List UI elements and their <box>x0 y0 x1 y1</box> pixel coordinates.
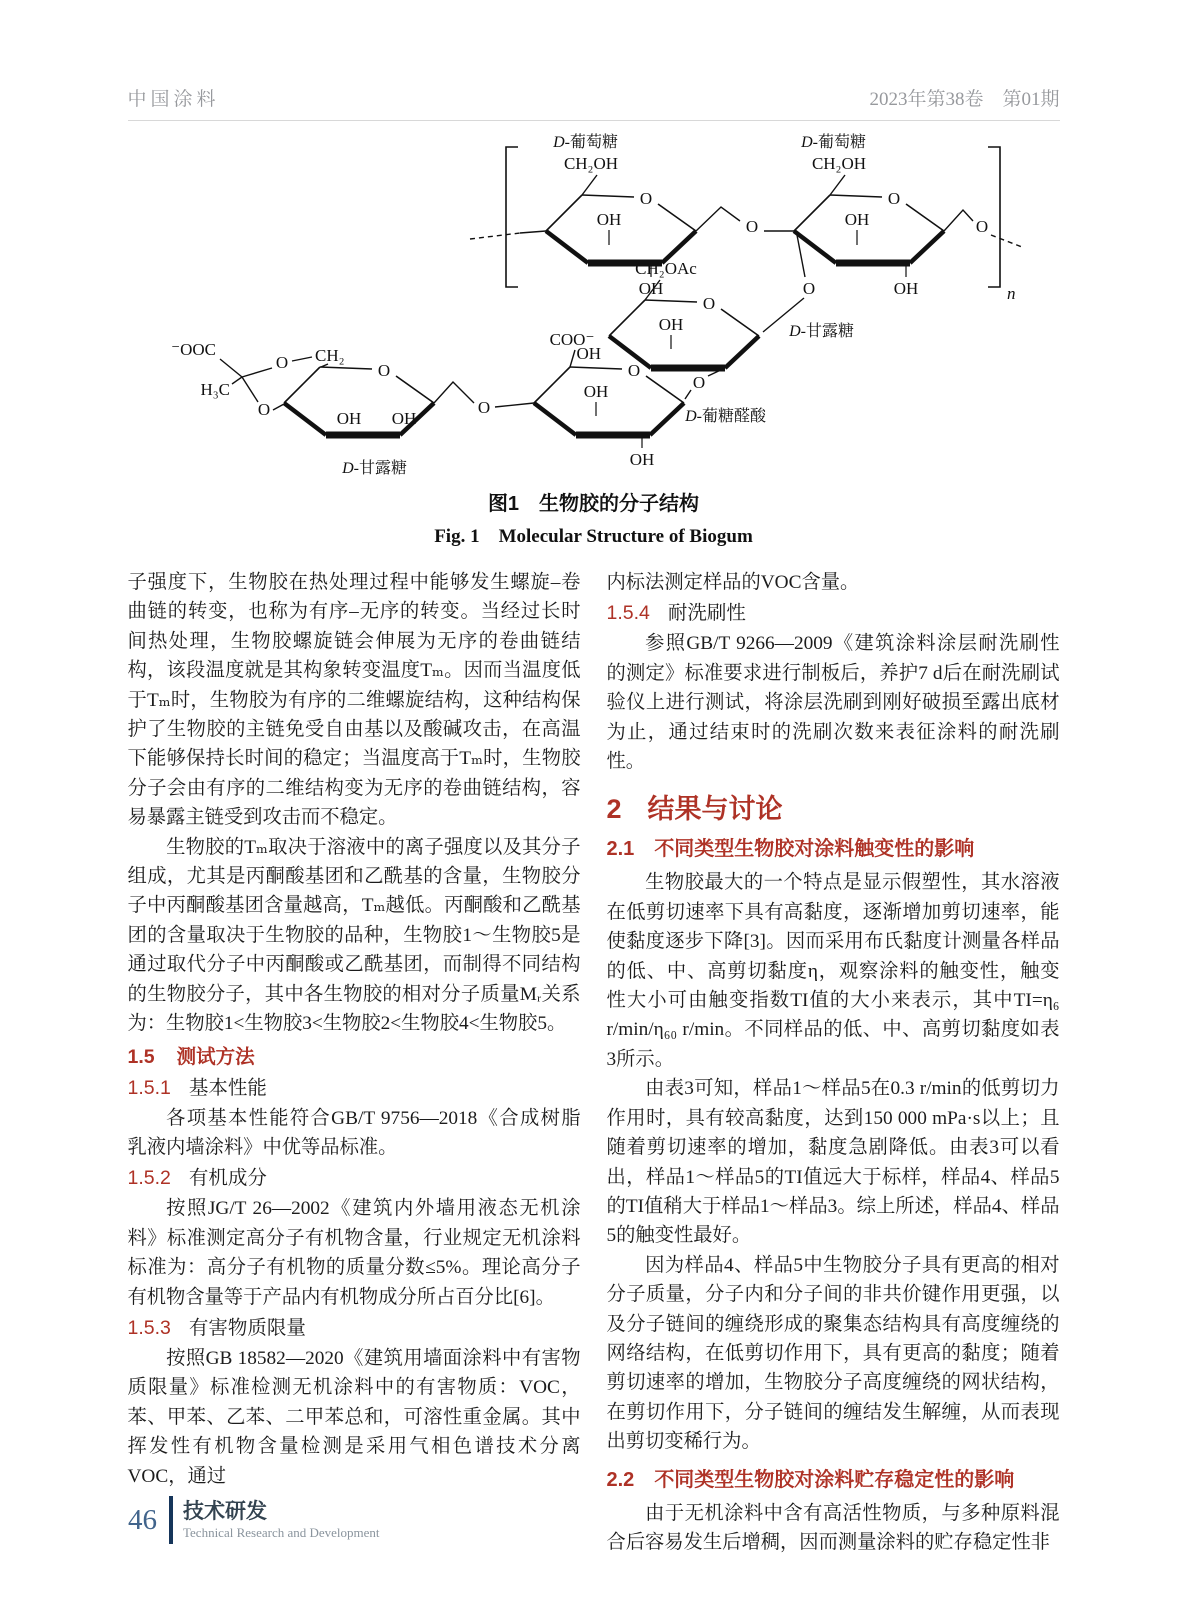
bond-bold <box>650 403 684 435</box>
paragraph: 参照GB/T 9266—2009《建筑涂料涂层耐洗刷性的测定》标准要求进行制板后，养护7 d后在耐洗刷试验仪上进行测试，将涂层洗刷到刚好破损至露出底材为止，通过结束时的洗刷次数来表征涂料的耐洗刷性。 <box>606 633 1060 773</box>
paragraph: 生物胶最大的一个特点是显示假塑性，其水溶液在低剪切速率下具有高黏度，逐渐增加剪切速率，能使黏度逐步下降[3]。因而采用布氏黏度计测量各样品的低、中、高剪切黏度η，观察涂料的触变性，触变性大小可由触变指数TI值的大小来表示，其中TI=η₆ r/min/η₆₀ r/min。不同样品的低、中、高剪切黏度如表3所示。 <box>606 872 1060 1070</box>
repeat-unit-n: n <box>1006 284 1015 303</box>
bond <box>534 367 570 403</box>
bond <box>320 367 372 369</box>
bond <box>609 300 645 336</box>
figure-caption-zh: 图1 生物胶的分子结构 <box>487 493 700 515</box>
bond <box>434 382 474 403</box>
figure-molecular-structure <box>128 131 1060 548</box>
chain-dash-right <box>991 235 1022 247</box>
bond <box>520 231 546 233</box>
heading-title: 有害物质限量 <box>188 1317 306 1339</box>
atom-label-ring-o: O <box>627 361 640 380</box>
bond <box>292 357 312 361</box>
sugar-label-d-prefix: D- <box>684 408 702 425</box>
bond-bold <box>910 231 944 263</box>
right-column <box>607 568 1060 1557</box>
page-number: 46 <box>128 1503 157 1536</box>
footer-divider-bar <box>169 1496 173 1544</box>
page <box>128 0 1060 1557</box>
bond <box>797 235 805 277</box>
right-bracket <box>988 147 1000 287</box>
atom-label-oh: OH <box>391 409 416 428</box>
sugar-label-d-prefix: D- <box>552 134 570 151</box>
paragraph: 因为样品4、样品5中生物胶分子具有更高的相对分子质量，分子内和分子间的非共价键作用更强，以及分子链间的缠绕形成的聚集态结构具有高度缠绕的网络结构，在低剪切作用下，具有更高的黏度；随着剪切速率的增加，生物胶分子高度缠绕的网状结构，在剪切作用下，分子链间的缠结发生解缠，从而表现出剪切变稀行为。 <box>606 1254 1060 1453</box>
atom-label-oh: OH <box>575 344 601 363</box>
sugar-label-glucose-1: 葡萄糖 <box>569 134 618 151</box>
heading-2-2 <box>607 1465 1060 1495</box>
bond <box>495 403 534 407</box>
sugar-label-d-prefix: D- <box>341 460 359 477</box>
sugar-label-mannose-top: 甘露糖 <box>805 323 854 340</box>
chain-dash-left <box>470 233 520 239</box>
sugar-label-glucose-2: 葡萄糖 <box>817 134 866 151</box>
atom-label-ch2: CH₂ <box>314 346 345 365</box>
atom-label-o: O <box>802 279 815 298</box>
bond <box>646 376 684 403</box>
paragraph: 子强度下，生物胶在热处理过程中能够发生螺旋–卷曲链的转变，也称为有序–无序的转变。当经过长时间热处理，生物胶螺旋链会伸展为无序的卷曲链结构，该段温度就是其构象转变温度Tₘ。因而当温度低于Tₘ时，生物胶为有序的二维螺旋结构，这种结构保护了生物胶的主链免受自由基以及酸碱攻击，在高温下能够保持长时间的稳定；当温度高于Tₘ时，生物胶分子会由有序的二维结构变为无序的卷曲链结构，容易暴露主链受到攻击而不稳定。 <box>127 572 581 829</box>
atom-label-ring-o: O <box>639 189 652 208</box>
bond-bold <box>284 403 326 435</box>
bond-bold <box>534 403 576 435</box>
bond <box>582 195 634 197</box>
atom-label-o: O <box>692 373 705 392</box>
bond <box>570 367 622 369</box>
paragraph: 由于无机涂料中含有高活性物质，与多种原料混合后容易发生后增稠，因而测量涂料的贮存稳定性非 <box>606 1502 1060 1553</box>
atom-label-oh: OH <box>583 382 608 401</box>
atom-label-o: O <box>975 217 988 236</box>
atom-label-ch2oh: CH₂OH <box>563 154 618 173</box>
sugar-label-d-prefix: D- <box>800 134 818 151</box>
atom-label-oh: OH <box>638 279 663 298</box>
heading-number: 2.2 <box>606 1468 635 1491</box>
atom-label-oh: OH <box>844 210 869 229</box>
bond <box>685 390 691 399</box>
heading-title: 有机成分 <box>188 1168 267 1190</box>
bond <box>582 175 597 195</box>
footer-section-zh: 技术研发 <box>183 1499 267 1523</box>
bond <box>944 210 973 231</box>
sugar-label-mannose-bottom: 甘露糖 <box>358 460 407 477</box>
heading-1-5-1 <box>128 1074 581 1103</box>
heading-number: 1.5.2 <box>127 1167 171 1190</box>
atom-label-o: O <box>275 353 288 372</box>
heading-number: 1.5 <box>127 1045 155 1068</box>
bond <box>794 195 830 231</box>
atom-label-h3c: H₃C <box>199 380 230 399</box>
paragraph: 按照JG/T 26—2002《建筑内外墙用液态无机涂料》标准测定高分子有机物含量，行业规定无机涂料标准为：高分子有机物的质量分数≤5%。理论高分子有机物含量等于产品内有机物成分所占百分比[6]。 <box>127 1198 581 1308</box>
issue-info: 2023年第38卷 第01期 <box>869 89 1060 110</box>
atom-label-o: O <box>745 217 758 236</box>
footer-section-en: Technical Research and Development <box>183 1524 380 1540</box>
atom-label-oh: OH <box>893 279 918 298</box>
bond <box>242 368 272 377</box>
bond <box>220 359 242 377</box>
heading-number: 1.5.4 <box>606 602 650 625</box>
atom-label-coo: COO⁻ <box>549 330 594 349</box>
figure-caption <box>128 487 1060 548</box>
heading-1-5 <box>128 1043 581 1072</box>
journal-name: 中国涂料 <box>127 89 220 110</box>
heading-title: 耐洗刷性 <box>667 603 746 625</box>
bond-bold <box>794 231 836 263</box>
bond <box>696 207 740 231</box>
bond <box>273 404 284 410</box>
heading-1-5-4 <box>607 599 1060 628</box>
atom-label-o: O <box>257 400 270 419</box>
atom-label-ch2oh: CH₂OH <box>811 154 866 173</box>
atom-label-o: O <box>477 398 490 417</box>
heading-1-5-3 <box>128 1314 581 1343</box>
paragraph: 生物胶的Tₘ取决于溶液中的离子强度以及其分子组成，尤其是丙酮酸基团和乙酰基的含量，生物胶分子中丙酮酸基团含量越高，Tₘ越低。丙酮酸和乙酰基团的含量取决于生物胶的品种，生物胶1～生物胶5是通过取代分子中丙酮酸或乙酰基团，而制得不同结构的生物胶分子，其中各生物胶的相对分子质量Mᵣ关系为：生物胶1<生物胶3<生物胶2<生物胶4<生物胶5。 <box>127 836 581 1035</box>
atom-label-ch2oac: CH₂OAc <box>634 259 697 278</box>
bond <box>242 377 258 402</box>
footer-section <box>183 1500 380 1541</box>
paragraph: 按照GB 18582—2020《建筑用墙面涂料中有害物质限量》标准检测无机涂料中的有害物质：VOC，苯、甲苯、乙苯、二甲苯总和，可溶性重金属。其中挥发性有机物含量检测是采用气相色谱技术分离VOC，通过 <box>127 1347 581 1487</box>
atom-label-ring-o: O <box>377 361 390 380</box>
paragraph: 各项基本性能符合GB/T 9756—2018《合成树脂乳液内墙涂料》中优等品标准。 <box>127 1107 581 1158</box>
atom-label-ring-o: O <box>702 294 715 313</box>
atom-label-oh: OH <box>658 315 683 334</box>
page-footer <box>128 1496 380 1544</box>
atom-label-oh: OH <box>336 409 361 428</box>
heading-number: 2.1 <box>606 838 635 861</box>
bond <box>396 376 434 403</box>
heading-title: 测试方法 <box>176 1045 255 1068</box>
atom-label-ooc: ⁻OOC <box>170 340 216 359</box>
bond-bold <box>725 336 759 368</box>
paragraph: 由表3可知，样品1～样品5在0.3 r/min的低剪切力作用时，具有较高黏度，达到150 000 mPa·s以上；且随着剪切速率的增加，黏度急剧降低。由表3可以看出，样品1～样品5的TI值远大于标样，样品4、样品5的TI值稍大于样品1～样品3。综上所述，样品4、样品5的触变性最好。 <box>606 1078 1060 1247</box>
heading-number: 1.5.3 <box>127 1316 171 1339</box>
heading-title: 不同类型生物胶对涂料触变性的影响 <box>654 838 975 861</box>
paragraph: 内标法测定样品的VOC含量。 <box>606 572 860 593</box>
biogum-structure-diagram <box>154 131 1034 481</box>
figure-caption-en: Fig. 1 Molecular Structure of Biogum <box>434 526 753 547</box>
bond <box>721 309 759 336</box>
heading-number: 2 <box>606 794 622 825</box>
bond <box>658 204 696 231</box>
bond <box>906 204 944 231</box>
heading-title: 基本性能 <box>188 1077 267 1099</box>
bond <box>546 195 582 231</box>
bond-bold <box>546 231 588 263</box>
left-bracket <box>506 147 518 287</box>
bond <box>830 175 845 195</box>
heading-1-5-2 <box>128 1164 581 1193</box>
heading-title: 不同类型生物胶对涂料贮存稳定性的影响 <box>654 1468 1015 1491</box>
atom-label-ring-o: O <box>887 189 900 208</box>
heading-title: 结果与讨论 <box>647 794 783 825</box>
heading-2 <box>607 792 1060 826</box>
atom-label-oh: OH <box>629 450 654 469</box>
sugar-label-glucuronic: 葡糖醛酸 <box>701 408 766 425</box>
sugar-label-d-prefix: D- <box>788 323 806 340</box>
heading-number: 1.5.1 <box>127 1076 171 1099</box>
bond <box>645 300 697 302</box>
bond <box>284 367 320 403</box>
bond <box>570 350 575 367</box>
heading-2-1 <box>607 834 1060 864</box>
bond <box>232 377 242 384</box>
atom-label-oh: OH <box>596 210 621 229</box>
page-header <box>128 84 1060 121</box>
left-column <box>128 568 581 1557</box>
bond <box>830 195 882 197</box>
body-columns <box>128 568 1060 1557</box>
